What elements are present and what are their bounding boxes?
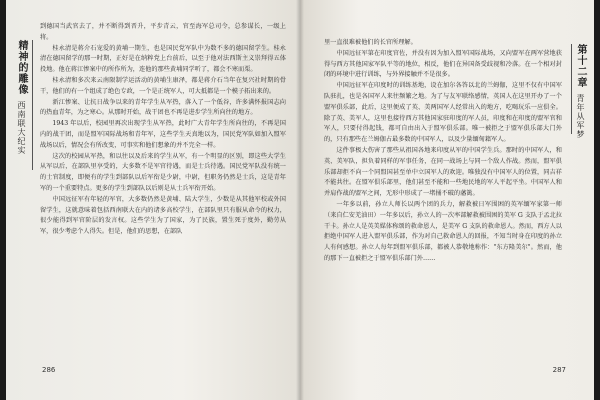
paragraph: 到德国当武官去了，并不断得到晋升，平步青云，官至海军总司令，总参谋长，一级上将。 — [40, 23, 286, 41]
paragraph: 这次的校园从军热，和以往以及后来的学生从军，有一个明显的区别，即这些大学生从军以后，在部队里享受的，大多数不是军官待遇，而是士兵待遇。国民党军队没有统一的士官制度，即便有的学生到部队以后军衔是少尉，中尉，但职务仍然是士兵，这是青年军的一个重要特点。更多的学生到部队以后则是从士兵军衔开始。 — [40, 152, 286, 192]
left-side-subtitle: 西南联大纪实 — [17, 101, 26, 155]
right-page — [300, 0, 594, 400]
paragraph: 这件事极大伤害了那些从祖国各地来印度从军的中国学生兵。那时的中国军人，和英、美军队，担负着同样的军事任务，在同一战场上与同一个敌人作战。然而，盟军俱乐部却拒不向一个同盟国甚至单中立国军人的欢迎。唯独没有中国军人的位置，同吉祥不能共往。在盟军俱乐部里，他们甚至不能和一些地民地的军人平起平坐。中国军人和并肩作战的盟军之间，无形中形成了一堵捅不破的藩篱。 — [324, 146, 562, 198]
paragraph: 一年多以前，孙立人师长以两个团的兵力，解救被日军围困的英军缅军家第一师（来自仁安羌油田）一年多以后，孙立人的一次率部解救被围困的美军 G 支队于孟北拉干卡。孙立人是英美媒体称颂的救命恩人，是美军 G 支队的救命恩人。然而，西方人以拒绝中国军人进入盟军俱乐部，作为对自己救命恩人的回报，不知当时身在印度的孙立人有何感想。孙立人每年到盟军俱乐部，都被人恭敬地称作："东方隆美尔"。然而，他的那下一直被拒之于盟军俱乐部门外…… — [324, 200, 562, 262]
paragraph: 中国远征军在印度时的训练基地，设在加尔各答以北的兰姆伽，这里不仅有中国军队驻扎，也是各国军人来往频繁之地。为了与友军联络感情，英国人在这里开办了一个盟军俱乐部，此后，这里便成了英、美两国军人经常出入的地方，吃喝玩乐一应俱全。除了英、美军人，这里也接待西方其他国家驻印度的军人员，印度和在印度的盟军官和军人，只要付得起钱，都可自由出入于盟军俱乐部。唯一被拒之于盟军俱乐部大门外的，只有那些在兰姆伽占最多数的中国军人，以及少量缅甸籍军人。 — [324, 82, 562, 144]
left-page-number: 286 — [42, 366, 56, 374]
left-text-column — [40, 22, 286, 238]
right-side-subtitle: 青年从军梦 — [576, 94, 585, 139]
paragraph: 桂永清是蒋介石宠爱的黄埔一期生，也是国民党军队中为数不多的德国留学生。桂永清在德国留学的那一时期，正好是在纳粹党上台前后，以至于他对法西斯主义崇拜得五体投地。他在蒋江惨案中的所作所为，连他的那些黄埔同学听了，都会不寒而栗。 — [40, 44, 286, 74]
book-spread — [6, 0, 594, 400]
right-text-column — [324, 38, 562, 265]
paragraph: 新江惨案、让抗日战争以来的青年学生从军热，落入了一个低谷，许多满怀报国志向的热血青年，为之寒心。从那时开始，战干团也不再是进步学生所向往的地方。 — [40, 98, 286, 117]
right-side-title — [573, 44, 588, 139]
right-page-number: 287 — [552, 366, 566, 374]
right-vertical-rule — [571, 44, 572, 134]
book-gutter — [296, 0, 304, 400]
paragraph: 里一直很难被他们的长官所理解。 — [324, 39, 417, 46]
paragraph: 中国远征军第在印度官佐，并没有因为加入盟军国际战场，又向盟军在两军营地获得与西方其他国家军队平等的地位，相反，他们在异国备受歧视和冷落。在一个相对封闭的环境中进行训练，与外界接触并不是很多。 — [324, 49, 562, 79]
left-side-title — [14, 40, 29, 155]
left-page — [6, 0, 300, 400]
paragraph: 桂永清和多次来云南限制学运活动的黄埔生康泽，都是蒋介石当年在复兴社时期的骨干，他们的有一个组成了绝色专政，一个是正统军人，可大抵都是一个模子拓出来的。 — [40, 76, 286, 95]
paragraph: 1943 年以后，校园里再次出现学生从军热，此时广大青年学生所向往的，不再是国内的战干团，而是盟军国际战场和青年军，这些学生天真地以为，国民党军队如加入盟军战场以后，情况会有所改变，可事实和他们想象的并不完全一样。 — [40, 120, 286, 149]
paragraph: 中国远征军有年轻的军官，大多数仍然是黄埔、陆大学生，少数是从其他军校或外国留学生，这就意味着包括西南联大在内的诸多高校学生，在部队里只有服从命令的权力，很少能得到军官阶层的发言权。这些学生为了国家，为了民族，置生死于度外，勤劳从军，很少考虑个人得失。但是，他们的思想，在部队 — [40, 195, 286, 236]
right-side-title-text: 第十二章 — [575, 44, 586, 88]
left-side-title-text: 精神的雕像 — [16, 40, 27, 95]
left-vertical-rule — [32, 40, 33, 170]
